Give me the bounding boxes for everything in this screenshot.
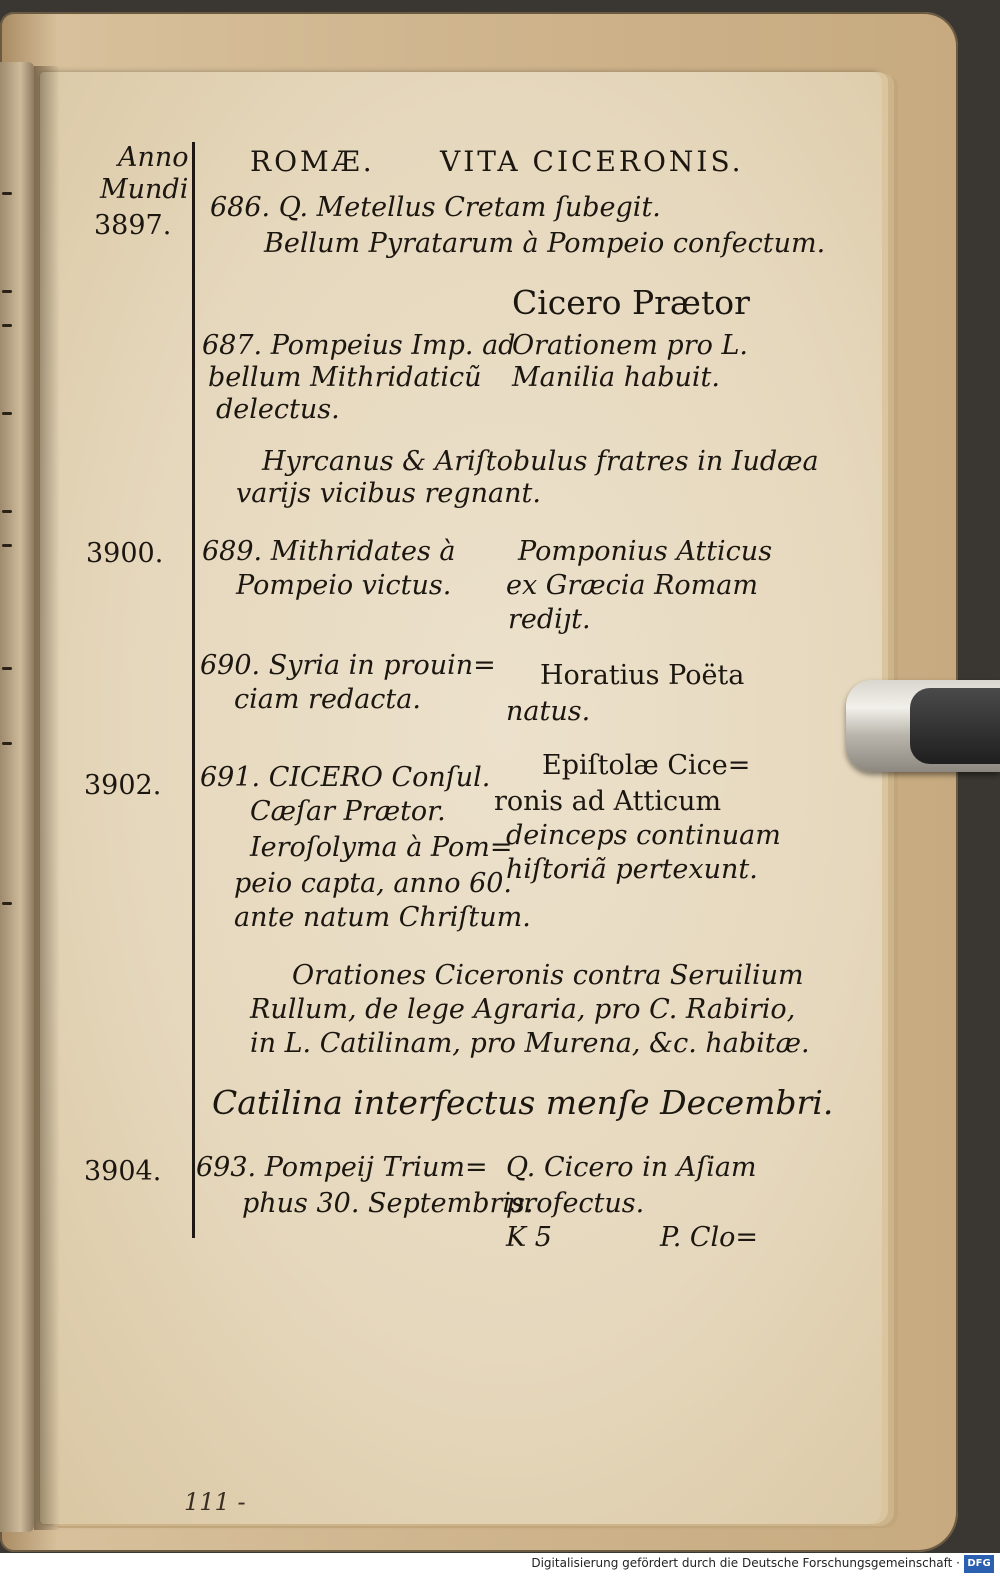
cicero-praetor-heading: Cicero Prætor [512, 283, 750, 322]
margin-year-3900: 3900. [86, 538, 164, 569]
margin-year-3897: 3897. [94, 210, 172, 241]
entry-690-left-2: ciam redacta. [234, 684, 421, 715]
entry-689-left-2: Pompeio victus. [236, 570, 452, 601]
entry-691-left-1: 691. CICERO Conſul. [200, 762, 491, 793]
entry-693-left-1: 693. Pompeij Trium= [196, 1152, 488, 1183]
orationes-line3: in L. Catilinam, pro Murena, &c. habitæ. [250, 1028, 810, 1059]
entry-691-left-3: Ieroſolyma à Pom= [250, 832, 513, 863]
entry-691-right-1: Epiſtolæ Cice= [542, 750, 751, 781]
entry-687-left-3: delectus. [216, 394, 340, 425]
entry-689-right-3: rediȷt. [508, 604, 591, 635]
entry-691-left-4: peio capta, anno 60. [234, 868, 513, 899]
entry-690-left-1: 690. Syria in prouin= [200, 650, 496, 681]
entry-691-right-2: ronis ad Atticum [494, 786, 722, 817]
running-head-left: ROMÆ. [250, 145, 375, 178]
margin-year-3902: 3902. [84, 770, 162, 801]
entry-689-left-1: 689. Mithridates à [202, 536, 456, 567]
entry-691-right-4: hiſtoriã pertexunt. [506, 854, 758, 885]
page-right [40, 72, 882, 1524]
catilina-line: Catilina interfectus menſe Decembri. [212, 1083, 834, 1122]
entry-691-left-2: Cæſar Prætor. [250, 796, 446, 827]
column-rule [192, 142, 195, 1238]
entry-687-left-2: bellum Mithridaticũ [208, 362, 482, 393]
margin-mundi: Mundi [100, 174, 189, 205]
page-gutter-shadow [34, 66, 60, 1530]
orationes-line1: Orationes Ciceronis contra Seruilium [292, 960, 804, 991]
footer-credit: Digitalisierung gefördert durch die Deutsche Forschungsgemeinschaft · [531, 1556, 960, 1570]
signature-mark: K 5 [506, 1222, 552, 1253]
entry-686-line2: Bellum Pyratarum à Pompeio confectum. [264, 228, 826, 259]
entry-687-left-1: 687. Pompeius Imp. ad [202, 330, 516, 361]
entry-691-right-3: deinceps continuam [506, 820, 781, 851]
entry-687-right-2: Manilia habuit. [512, 362, 720, 393]
dfg-logo: DFG [964, 1555, 994, 1573]
hyrcanus-line2: varijs vicibus regnant. [236, 478, 541, 509]
entry-689-right-1: Pomponius Atticus [518, 536, 773, 567]
handwritten-note: 111 - [184, 1488, 246, 1516]
catchword: P. Clo= [660, 1222, 759, 1253]
margin-anno: Anno [118, 142, 189, 173]
entry-693-right-1: Q. Cicero in Aſiam [506, 1152, 757, 1183]
entry-691-left-5: ante natum Chriſtum. [234, 902, 531, 933]
running-head-right: VITA CICERONIS. [440, 145, 744, 178]
margin-year-3904: 3904. [84, 1156, 162, 1187]
entry-689-right-2: ex Græcia Romam [506, 570, 758, 601]
entry-693-left-2: phus 30. Septembris. [242, 1188, 534, 1219]
entry-690-right-1: Horatius Poëta [540, 660, 745, 691]
entry-687-right-1: Orationem pro L. [512, 330, 748, 361]
orationes-line2: Rullum, de lege Agraria, pro C. Rabirio, [250, 994, 796, 1025]
left-page-text-fragments [0, 62, 34, 1532]
entry-686-line1: 686. Q. Metellus Cretam ſubegit. [210, 192, 661, 223]
entry-690-right-2: natus. [506, 696, 591, 727]
entry-693-right-2: profectus. [506, 1188, 645, 1219]
book-clip-strap [910, 688, 1000, 764]
hyrcanus-line1: Hyrcanus & Ariſtobulus fratres in Iudæa [262, 446, 819, 477]
